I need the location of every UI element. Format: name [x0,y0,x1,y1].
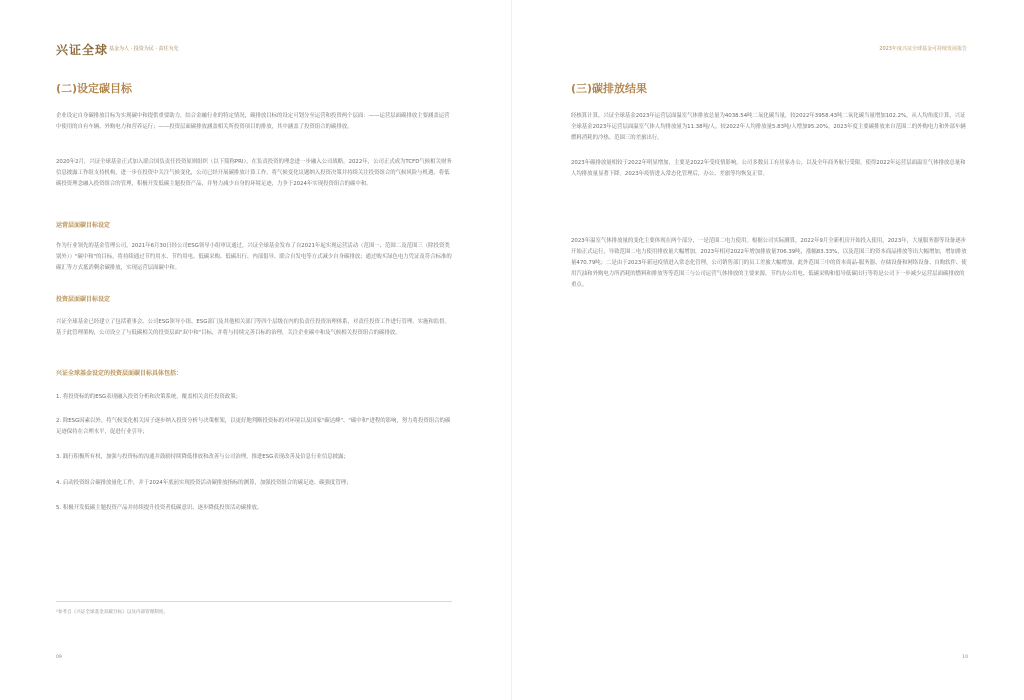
measure-item: 1. 将投资标的的ESG表现融入投资分析和决策系统，覆盖相关责任投资政策； [56,394,241,400]
brand-slogan: 基金为人 · 投资为民 · 责任为先 [109,46,179,52]
page-number-left: 09 [56,655,62,660]
paragraph-history: 2020年2月，兴证全球基金正式加入联合国负责任投资原则组织（以下简称PRI），在负责投资的理念进一步融入公司战略。2022年，公司正式成为TCFD气候相关财务信息披露工作组支持机构，进一步在投资中关注气候变化，公司已经开展碳排放计算工作，将气候变化议题纳入投资决策并持续关注投资组合的气候风险与机遇，将低碳投资理念融入投资组合的管理，积极开发低碳主题投资产品，并努力减少自身的环境足迹，力争于2024年实现投资组合的碳中和。 [56,159,452,187]
brand-logo: 兴证全球 [56,43,109,57]
subhead-operation-target: 运营层面碳目标设定 [56,222,111,229]
subhead-measures: 兴证全球基金设定的投资层面碳目标具体包括： [56,370,183,377]
page-number-right: 10 [962,655,968,660]
section-title-carbon-target: (二)设定碳目标 [56,82,133,95]
measure-item: 2. 除ESG因素以外，将气候变化相关因子逐步纳入投资分析与决策框架，以更好地判断投资标的对环境以及国家"碳达峰"、"碳中和"进程的影响，努力将投资组合的碳足迹保持在合理水平，促进行业引导； [56,418,451,435]
measure-item: 5. 积极开发低碳主题投资产品并持续提升投资者低碳意识，逐步降低投资活动碳排放。 [56,505,263,511]
paragraph-intro: 企业设定自身碳排放目标为实现碳中和提供重要助力，结合金融行业的特定情况，碳排放目标的设定可划分至运营和投资两个层面：——运营层面碳排放主要涵盖运营中使用的自有车辆、外购电力和营养运行；——投资层面碳排放涵盖相关所投资项目的排放，其中涵盖了投资组合的碳排放。 [56,113,450,130]
paragraph-investment: 兴证全球基金已经建立了包括董事会、公司ESG领导小组、ESG部门及其他相关部门等四个层级在内的负责任投资治理体系，对责任投资工作进行管理、实施和监督。基于此管理架构，公司设立了与低碳相关的投资层面"双中和"目标，并将与持续完善目标的治理，关注企业碳中和及气候相关投资组合的碳排放。 [56,319,450,336]
footnote-divider [56,601,452,602]
measure-item: 4. 启动投资组合碳排放量化工作，并于2024年底前实现投资活动碳排放指标的测算，加强投资组合的碳足迹、碳强度管理； [56,480,352,486]
right-page [512,0,1024,700]
paragraph-emission-total: 经核算计算，兴证全球基金2023年运营层面温室气体排放总量为4038.54吨二氧化碳当量，较2022年3958.43吨二氧化碳当量增加102.2%，从人均角度计算，兴证全球基金2023年运营层面温室气体人均排放量为11.38吨/人，较2022年人均排放量5.83吨/人增加95.20%。2023年度主要碳排放来自范围二的外购电力和外部车辆燃料消耗的冷热、范围三的差旅出行。 [571,113,966,141]
measure-item: 3. 践行积极所有权，加强与投资标的沟通并鼓励持续降低排放和改善与公司治理，推进ESG表现改善及信息行业信息披露； [56,454,349,460]
footnote: ¹参考自《兴证全球基金双碳目标》以及内部管理制度。 [56,610,169,615]
paragraph-emission-breakdown: 2023年温室气体排放量的变化主要体现在两个部分，一是范围二电力使用。根据公司实际测算，2022年9月全新机房开始投入使用，2023年，大量服务器等设备逐步开始正式运行，导致范围二电力使用排放量大幅增加，2023年相对2022年增加排放量706.39吨，涨幅83.33%，以及范围三的资本商品排放等出大幅增加，增加排放量470.79吨；二是由于2023年新冠疫情进入常态化管理，公司销售部门的员工差旅大幅增加，此外范围三中的资本商品-服务器、存储设备和网络设备、自购软件、使用汽油和外购电力所消耗的燃料和排放等等范围三与公司运营气体排放的主要来源。节约办公用电、低碳采购和倡导低碳出行等将是公司下一步减少运营层面碳排放的重点。 [571,238,967,288]
report-title: 2023年度兴证全球基金可持续发展报告 [879,46,967,52]
paragraph-operation: 作为行业领先的基金管理公司，2021年6月30日经公司ESG领导小组审议通过，兴证全球基金发布了自2021年起实现运营活动（范围一、范围二及范围三（除投资类别外））"碳中和"的目标，将持续通过节约用水、节约用电、低碳采购、低碳出行、内部倡导、联合自发电等方式减少自身碳排放；通过购买绿色电力凭证及符合标准的碳汇等方式抵消剩余碳排放，实现运营层面碳中和。 [56,243,452,271]
subhead-investment-target: 投资层面碳目标设定 [56,296,111,303]
paragraph-emission-change: 2023年碳排放量相较于2022年明显增加，主要是2022年受疫情影响，公司多数员工有居家办公，以及全年商务航行受限，使得2022年运营层面温室气体排放总量和人均排放量显著下降。2023年疫情进入常态化管理后，办公、差旅等均恢复正常。 [571,160,966,177]
section-title-emission-results: (三)碳排放结果 [571,82,648,95]
